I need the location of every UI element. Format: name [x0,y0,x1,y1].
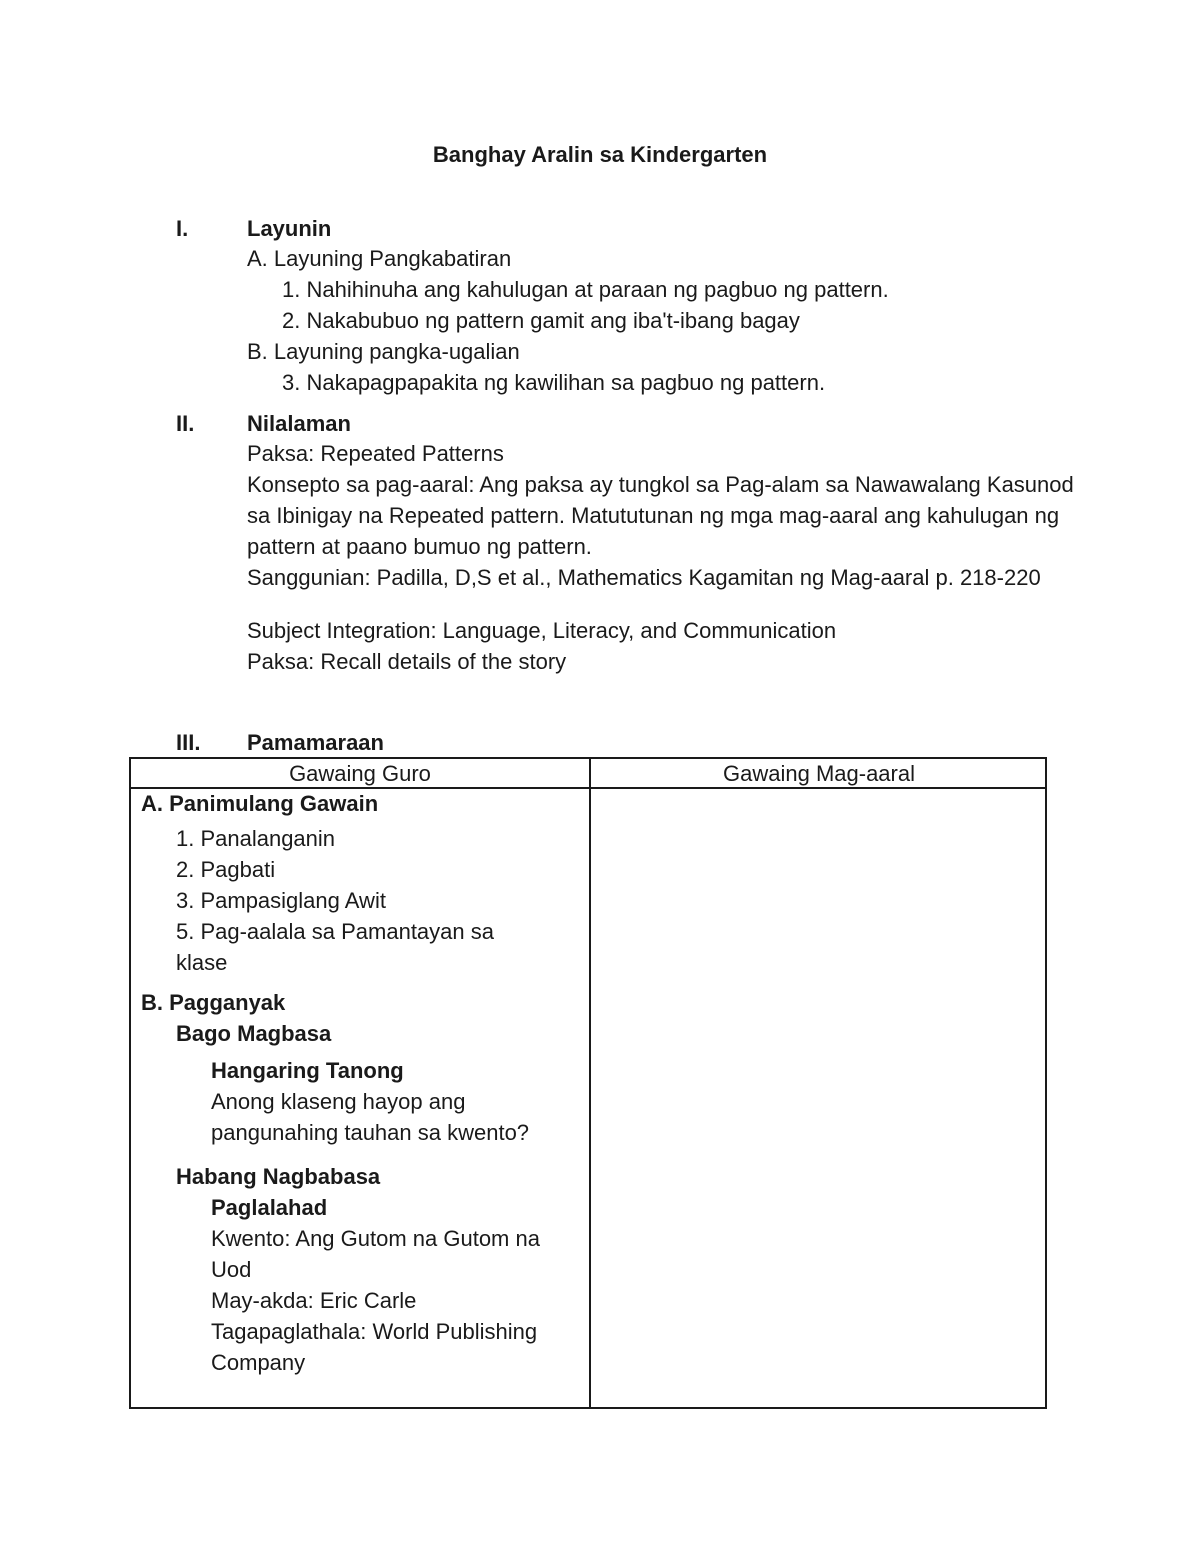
hangaring-tanong-text: Anong klaseng hayop ang pangunahing tauhan sa kwento? [211,1089,530,1145]
bago-magbasa-heading: Bago Magbasa [176,1021,332,1046]
section-numeral-3: III. [176,730,201,755]
paglalahad-heading: Paglalahad [211,1195,328,1220]
list-item: 1. Panalanganin [176,826,336,851]
list-item: 2. Pagbati [176,857,276,882]
layunin-item-1: 1. Nahihinuha ang kahulugan at paraan ng pagbuo ng pattern. [282,277,889,302]
nilalaman-konsepto: Konsepto sa pag-aaral: Ang paksa ay tungkol sa Pag-alam sa Nawawalang Kasunod sa Ibinigay na Repeated pattern. Matututunan ng mga mag-aaral ang kahulugan ng pattern at paano bumuo ng pattern. [247,472,1074,559]
panimulang-gawain-heading: A. Panimulang Gawain [141,791,379,816]
story-details [211,1223,571,1378]
panimulang-gawain-list [176,823,536,978]
list-item: 3. Pampasiglang Awit [176,888,386,913]
nilalaman-block [247,438,1077,677]
list-item: 5. Pag-aalala sa Pamantayan sa klase [176,919,494,975]
story-author: May-akda: Eric Carle [211,1288,417,1313]
layunin-b-label: B. Layuning pangka-ugalian [247,339,520,364]
nilalaman-paksa-2: Paksa: Recall details of the story [247,649,567,674]
pamamaraan-table [129,757,1047,1409]
nilalaman-integration: Subject Integration: Language, Literacy, and Communication [247,618,837,643]
page-title: Banghay Aralin sa Kindergarten [432,142,768,167]
nilalaman-sanggunian: Sanggunian: Padilla, D,S et al., Mathematics Kagamitan ng Mag-aaral p. 218-220 [247,565,1041,590]
section-numeral-2: II. [176,411,195,436]
pagganyak-heading: B. Pagganyak [141,990,286,1015]
story-title: Kwento: Ang Gutom na Gutom na Uod [211,1226,540,1282]
table-column-divider [589,759,591,1407]
nilalaman-paksa: Paksa: Repeated Patterns [247,441,504,466]
layunin-a-label: A. Layuning Pangkabatiran [247,246,512,271]
story-publisher: Tagapaglathala: World Publishing Company [211,1319,538,1375]
section-heading-layunin: Layunin [247,216,332,241]
hangaring-tanong-heading: Hangaring Tanong [211,1058,404,1083]
column-header-gawaing-mag-aaral: Gawaing Mag-aaral [723,761,915,786]
layunin-item-3: 3. Nakapagpapakita ng kawilihan sa pagbuo ng pattern. [282,370,826,395]
habang-nagbabasa-heading: Habang Nagbabasa [176,1164,381,1189]
column-header-gawaing-guro: Gawaing Guro [289,761,431,786]
section-numeral-1: I. [176,216,189,241]
layunin-item-2: 2. Nakabubuo ng pattern gamit ang iba't-ibang bagay [282,308,800,333]
section-heading-pamamaraan: Pamamaraan [247,730,384,755]
section-heading-nilalaman: Nilalaman [247,411,351,436]
